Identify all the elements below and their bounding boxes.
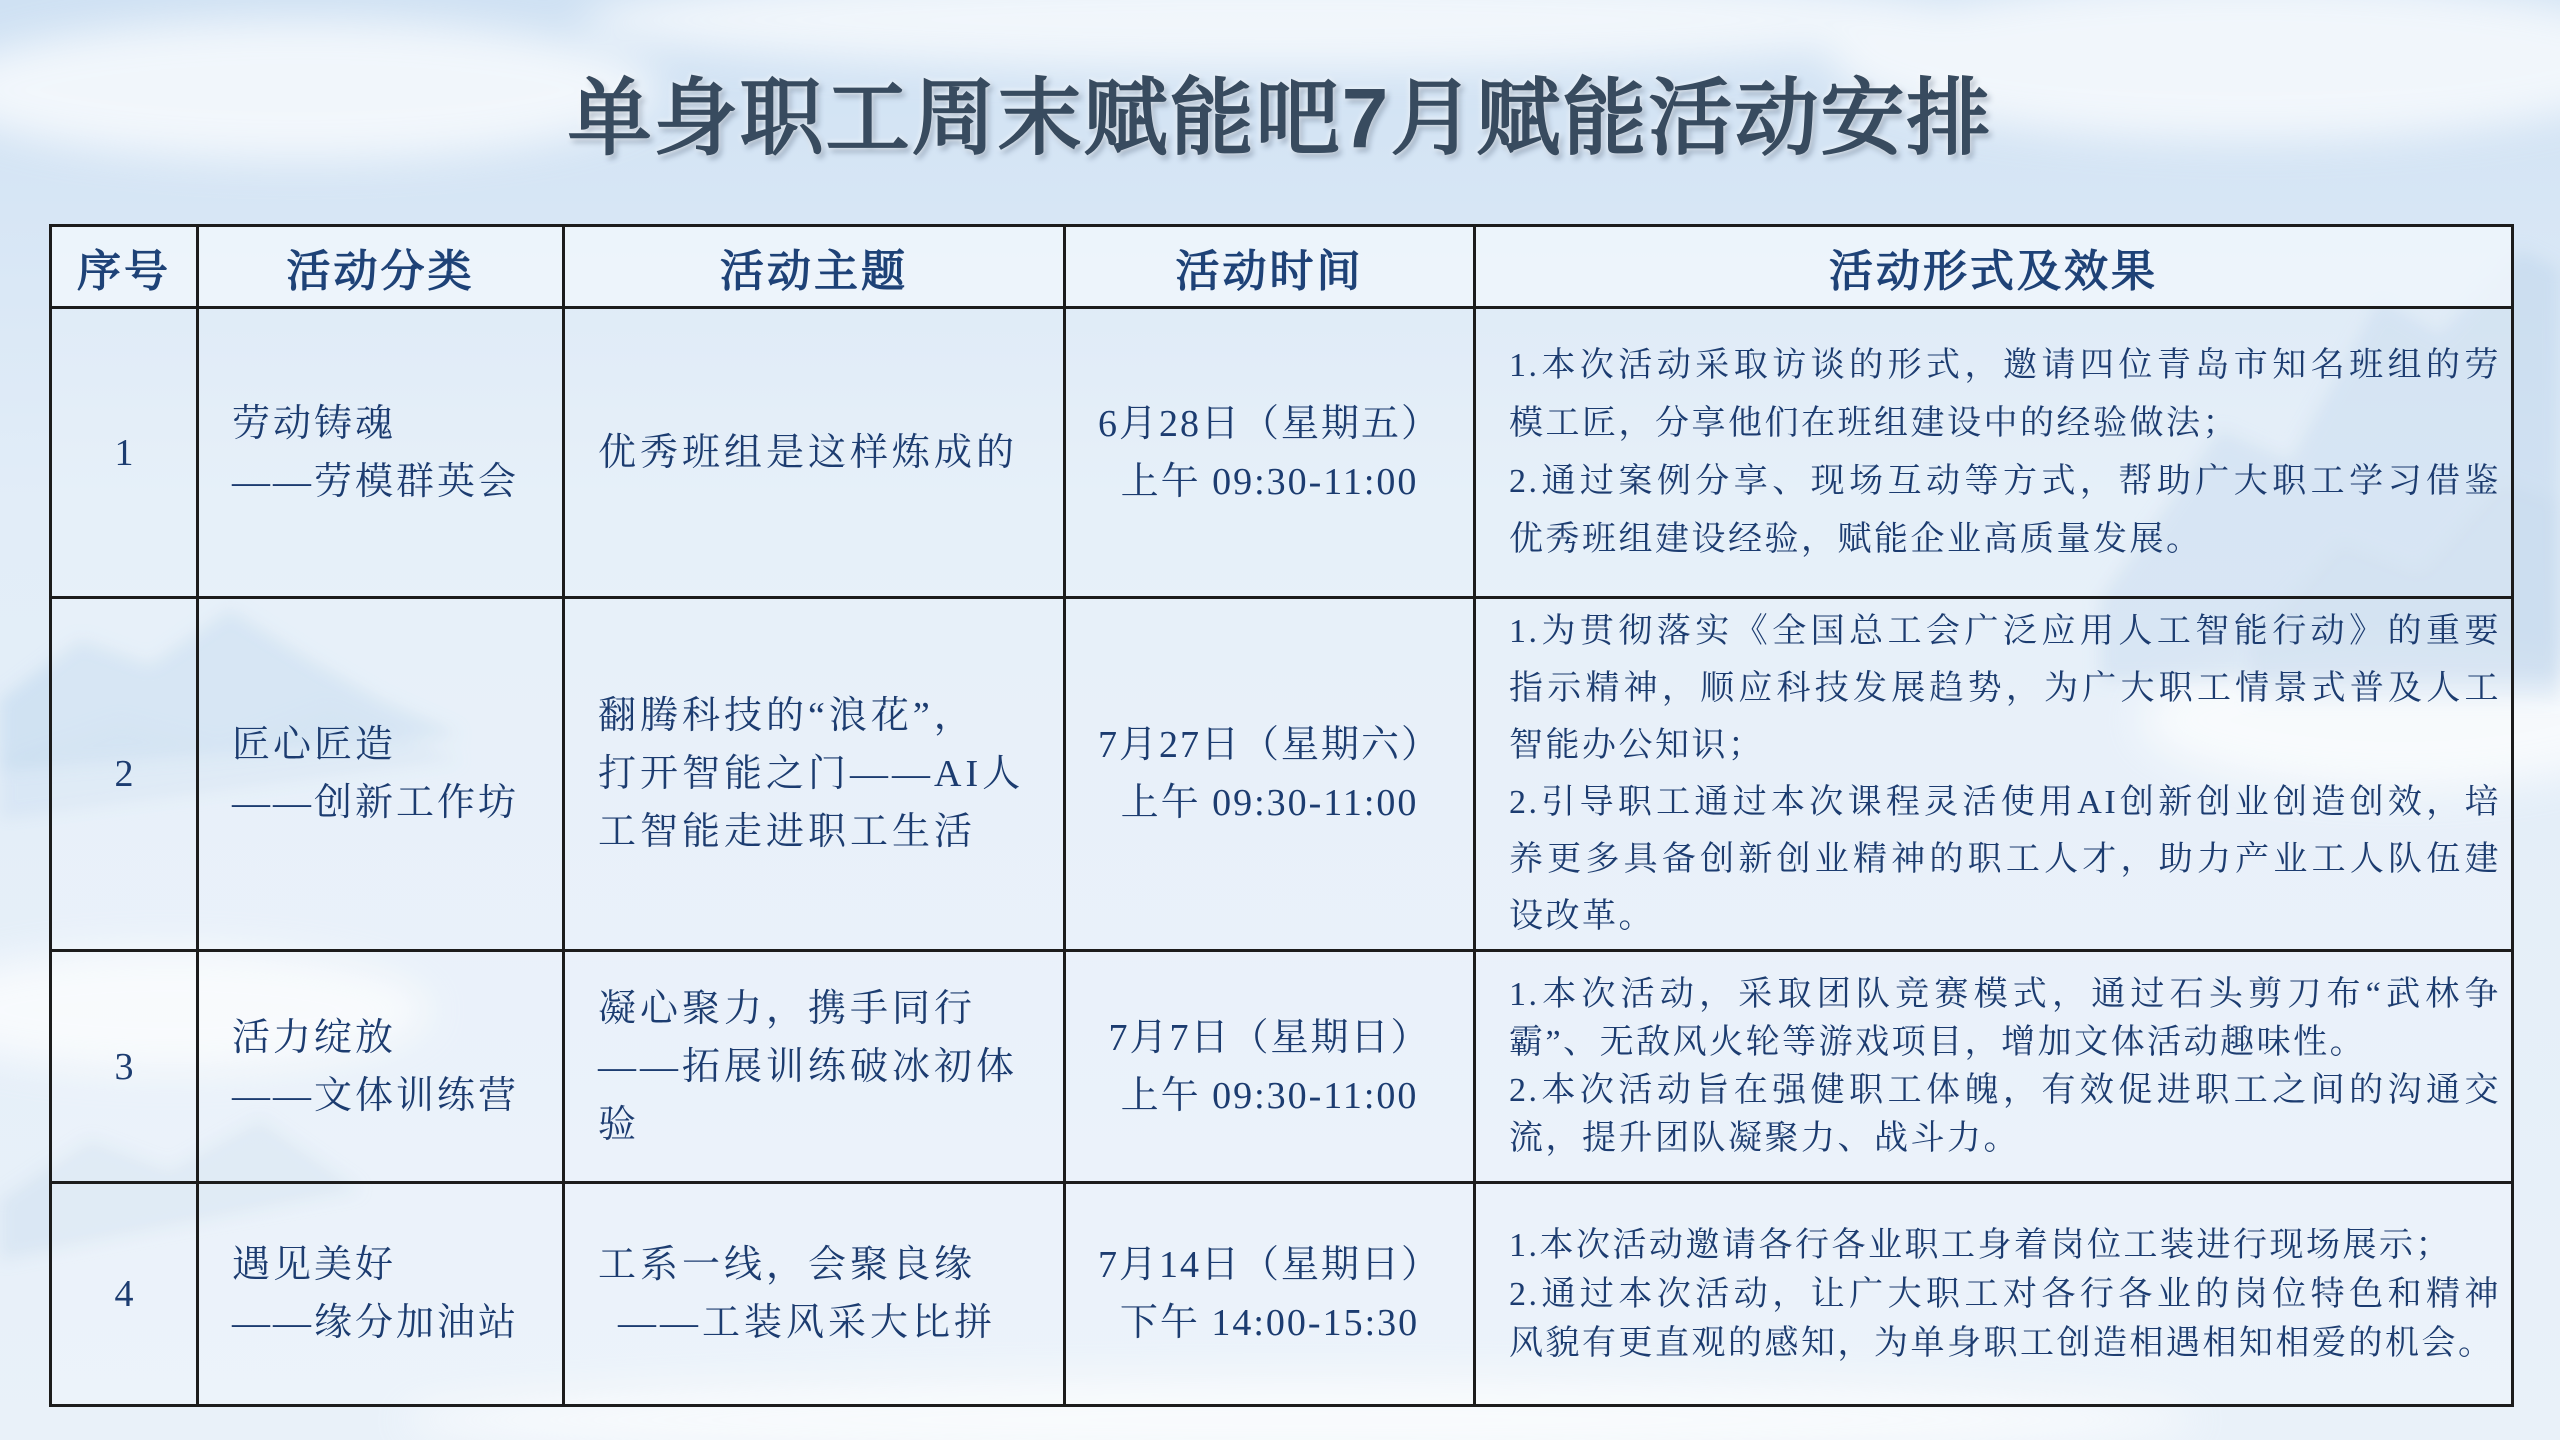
row-2-theme-line: 打开智能之门——AI人	[598, 753, 1025, 795]
row-4-category-subtitle: ——缘分加油站	[232, 1302, 520, 1344]
row-2-theme	[565, 599, 1066, 952]
row-3-effect-line: 2.本次活动旨在强健职工体魄，有效促进职工之间的沟通交	[1509, 1071, 2501, 1109]
page-title: 单身职工周末赋能吧7月赋能活动安排	[567, 71, 1993, 165]
row-2-hours: 上午 09:30-11:00	[1120, 782, 1419, 824]
row-2-theme-line: 工智能走进职工生活	[598, 811, 977, 853]
row-3-format-effect	[1476, 952, 2514, 1184]
row-4-theme-line: ——工装风采大比拼	[618, 1302, 997, 1344]
row-4-theme	[565, 1184, 1066, 1407]
row-1-category-name: 劳动铸魂	[232, 402, 397, 445]
row-3-category-name: 活力绽放	[232, 1016, 397, 1059]
header-theme: 活动主题	[565, 227, 1066, 309]
row-3-index: 3	[52, 952, 199, 1184]
row-1-index: 1	[52, 309, 199, 599]
row-3-theme-line: 验	[598, 1103, 641, 1146]
row-1-time	[1066, 309, 1476, 599]
row-2-effect-line: 养更多具备创新创业精神的职工人才，助力产业工人队伍建	[1509, 841, 2501, 878]
row-2-effect-line: 智能办公知识；	[1509, 727, 1765, 764]
row-3-category-subtitle: ——文体训练营	[232, 1074, 520, 1117]
row-1-category-subtitle: ——劳模群英会	[232, 460, 520, 503]
header-time: 活动时间	[1066, 227, 1476, 309]
header-format-effect: 活动形式及效果	[1476, 227, 2514, 309]
row-2-effect-line: 1.为贯彻落实《全国总工会广泛应用人工智能行动》的重要	[1509, 613, 2501, 650]
row-2-category-subtitle: ——创新工作坊	[232, 782, 520, 824]
row-3-effect-line: 流，提升团队凝聚力、战斗力。	[1509, 1119, 2020, 1157]
row-2-category-name: 匠心匠造	[232, 724, 397, 766]
row-4-effect-line: 风貌有更直观的感知，为单身职工创造相遇相知相爱的机会。	[1509, 1324, 2495, 1362]
row-3-date: 7月7日（星期日）	[1108, 1016, 1431, 1059]
row-4-category	[199, 1184, 565, 1407]
row-2-category	[199, 599, 565, 952]
row-1-format-effect	[1476, 309, 2514, 599]
row-4-time	[1066, 1184, 1476, 1407]
row-2-date: 7月27日（星期六）	[1097, 724, 1441, 766]
row-1-effect-line: 优秀班组建设经验，赋能企业高质量发展。	[1509, 520, 2203, 558]
row-2-effect-line: 2.引导职工通过本次课程灵活使用AI创新创业创造创效，培	[1509, 784, 2501, 821]
row-3-category	[199, 952, 565, 1184]
row-3-theme-line: 凝心聚力，携手同行	[598, 987, 977, 1030]
row-2-theme-line: 翻腾科技的“浪花”，	[598, 695, 976, 737]
row-3-effect-line: 霸”、无敌风火轮等游戏项目，增加文体活动趣味性。	[1509, 1023, 2367, 1061]
row-4-theme-line: 工系一线，会聚良缘	[598, 1244, 977, 1286]
row-3-theme	[565, 952, 1066, 1184]
row-1-hours: 上午 09:30-11:00	[1120, 460, 1419, 503]
row-1-theme	[565, 309, 1066, 599]
row-2-index: 2	[52, 599, 199, 952]
row-4-category-name: 遇见美好	[232, 1244, 397, 1286]
row-2-time	[1066, 599, 1476, 952]
row-1-effect-line: 模工匠，分享他们在班组建设中的经验做法；	[1509, 404, 2239, 442]
row-2-effect-line: 设改革。	[1509, 898, 1655, 935]
row-2-format-effect	[1476, 599, 2514, 952]
row-4-effect-line: 2.通过本次活动，让广大职工对各行各业的岗位特色和精神	[1509, 1275, 2501, 1313]
row-3-theme-line: ——拓展训练破冰初体	[598, 1045, 1019, 1088]
row-4-effect-line: 1.本次活动邀请各行各业职工身着岗位工装进行现场展示；	[1509, 1226, 2452, 1264]
row-2-effect-line: 指示精神，顺应科技发展趋势，为广大职工情景式普及人工	[1509, 670, 2501, 707]
row-4-format-effect	[1476, 1184, 2514, 1407]
row-3-hours: 上午 09:30-11:00	[1120, 1074, 1419, 1117]
row-1-effect-line: 2.通过案例分享、现场互动等方式，帮助广大职工学习借鉴	[1509, 462, 2501, 500]
header-category: 活动分类	[199, 227, 565, 309]
row-4-date: 7月14日（星期日）	[1097, 1244, 1441, 1286]
row-3-effect-line: 1.本次活动，采取团队竞赛模式，通过石头剪刀布“武林争	[1509, 975, 2501, 1013]
row-1-category	[199, 309, 565, 599]
header-index: 序号	[52, 227, 199, 309]
row-1-effect-line: 1.本次活动采取访谈的形式，邀请四位青岛市知名班组的劳	[1509, 346, 2501, 384]
activity-schedule-table	[49, 224, 2514, 1407]
row-1-date: 6月28日（星期五）	[1097, 402, 1441, 445]
row-4-index: 4	[52, 1184, 199, 1407]
row-3-time	[1066, 952, 1476, 1184]
row-4-hours: 下午 14:00-15:30	[1119, 1302, 1420, 1344]
row-1-theme-line: 优秀班组是这样炼成的	[598, 431, 1019, 474]
